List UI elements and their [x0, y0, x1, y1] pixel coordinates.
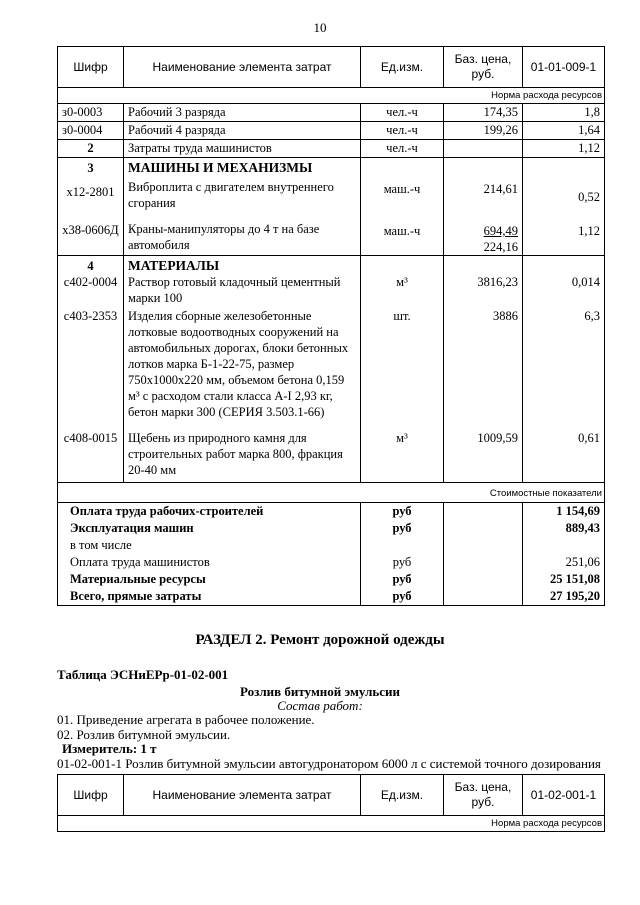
- material-name: Изделия сборные железобетонные лотковые водоотводных сооружений на автомобильных дорогах, блоки бетонных лотков марка Б-1-22-75, размер 750х1000х220 мм, объемом бетона 0,159 м³ с расходом стали класса А-I 2,93 кг, бетон марки 300 (СЕРИЯ 3.503.1-66): [128, 309, 349, 419]
- summary-label: в том числе: [58, 537, 361, 554]
- machine-name: Краны-манипуляторы до 4 т на базе автомобиля: [128, 222, 320, 252]
- summary-row: [58, 537, 605, 554]
- summary-label: Материальные ресурсы: [58, 571, 361, 588]
- table-row: [58, 104, 605, 122]
- section3-number: 3: [87, 161, 94, 175]
- section4-title: МАТЕРИАЛЫ: [128, 258, 220, 273]
- material-unit: шт.: [393, 309, 411, 323]
- row-price: [444, 140, 523, 158]
- row-name: Рабочий 3 разряда: [124, 104, 361, 122]
- header-norm-code: 01-02-001-1: [523, 775, 605, 816]
- section3-title: МАШИНЫ И МЕХАНИЗМЫ: [128, 160, 313, 175]
- row-norm: 1,64: [523, 122, 605, 140]
- summary-label: Оплата труда рабочих-строителей: [58, 503, 361, 521]
- summary-unit: руб: [361, 503, 444, 521]
- machine-price: 214,61: [483, 182, 518, 196]
- machine-price: 694,49: [483, 224, 518, 238]
- cost-label: Стоимостные показатели: [58, 483, 605, 503]
- machine-code: х38-0606Д: [62, 223, 119, 237]
- row-unit: чел.-ч: [361, 140, 444, 158]
- work-title: Розлив битумной эмульсии: [240, 684, 400, 699]
- section-materials: [58, 256, 605, 483]
- resource-table-1: [57, 46, 605, 606]
- table-row: [58, 140, 605, 158]
- header-price: Баз. цена, руб.: [444, 775, 523, 816]
- summary-label: Эксплуатация машин: [58, 520, 361, 537]
- material-code: с403-2353: [63, 309, 118, 323]
- header-code: Шифр: [58, 775, 124, 816]
- summary-row: [58, 503, 605, 521]
- material-price: 1009,59: [477, 431, 518, 445]
- table-header-row: [58, 47, 605, 88]
- section4-number: 4: [87, 259, 94, 273]
- norm-label: Норма расхода ресурсов: [58, 816, 605, 832]
- row-code: 2: [58, 140, 124, 158]
- work-step: 01. Приведение агрегата в рабочее положение.: [57, 712, 315, 727]
- material-price: 3816,23: [477, 275, 518, 289]
- resource-table-2: [57, 774, 605, 832]
- row-name: Рабочий 4 разряда: [124, 122, 361, 140]
- header-name: Наименование элемента затрат: [124, 775, 361, 816]
- summary-value: 889,43: [523, 520, 605, 537]
- row-norm: 1,12: [523, 140, 605, 158]
- row-code: з0-0004: [58, 122, 124, 140]
- material-name: Щебень из природного камня для строительных работ марка 800, фракция 20-40 мм: [128, 431, 343, 477]
- table-code: Таблица ЭСНиЕРр-01-02-001: [57, 667, 229, 682]
- row-norm: 1,8: [523, 104, 605, 122]
- summary-row: [58, 520, 605, 537]
- machine-norm: 0,52: [578, 190, 600, 204]
- page-number: 10: [313, 20, 327, 35]
- material-norm: 0,61: [578, 431, 600, 445]
- material-price: 3886: [493, 309, 518, 323]
- summary-value: 27 195,20: [523, 588, 605, 606]
- summary-unit: руб: [361, 554, 444, 571]
- summary-value: 251,06: [523, 554, 605, 571]
- machine-name: Виброплита с двигателем внутреннего сгорания: [128, 180, 334, 210]
- table-row: [58, 122, 605, 140]
- machine-code: х12-2801: [66, 185, 115, 199]
- material-norm: 0,014: [571, 275, 600, 289]
- summary-value: 1 154,69: [523, 503, 605, 521]
- material-unit: м³: [396, 431, 408, 445]
- norm-description: 01-02-001-1 Розлив битумной эмульсии автогудронатором 6000 л с системой точного дозирования: [57, 756, 601, 771]
- material-norm: 6,3: [584, 309, 600, 323]
- row-price: 199,26: [444, 122, 523, 140]
- row-code: з0-0003: [58, 104, 124, 122]
- summary-row: [58, 588, 605, 606]
- header-norm-code: 01-01-009-1: [523, 47, 605, 88]
- header-name: Наименование элемента затрат: [124, 47, 361, 88]
- header-code: Шифр: [58, 47, 124, 88]
- summary-label: Всего, прямые затраты: [58, 588, 361, 606]
- summary-unit: руб: [361, 588, 444, 606]
- section-machines: [58, 158, 605, 256]
- header-unit: Ед.изм.: [361, 775, 444, 816]
- machine-unit: маш.-ч: [383, 182, 421, 196]
- machine-unit: маш.-ч: [383, 224, 421, 238]
- row-unit: чел.-ч: [361, 104, 444, 122]
- work-step: 02. Розлив битумной эмульсии.: [57, 727, 231, 742]
- section-title: РАЗДЕЛ 2. Ремонт дорожной одежды: [195, 632, 445, 648]
- norm-label: Норма расхода ресурсов: [58, 88, 605, 104]
- summary-row: [58, 571, 605, 588]
- material-name: Раствор готовый кладочный цементный марки 100: [128, 275, 341, 305]
- row-price: 174,35: [444, 104, 523, 122]
- composition-label: Состав работ:: [277, 698, 363, 713]
- summary-unit: руб: [361, 520, 444, 537]
- summary-unit: руб: [361, 571, 444, 588]
- summary-row: [58, 554, 605, 571]
- table-header-row: [58, 775, 605, 816]
- summary-label: Оплата труда машинистов: [58, 554, 361, 571]
- material-unit: м³: [396, 275, 408, 289]
- material-code: с408-0015: [63, 431, 118, 445]
- row-name: Затраты труда машинистов: [124, 140, 361, 158]
- machine-norm: 1,12: [578, 224, 600, 238]
- meter: Измеритель: 1 т: [62, 741, 157, 756]
- machine-price-secondary: 224,16: [483, 240, 518, 254]
- row-unit: чел.-ч: [361, 122, 444, 140]
- material-code: с402-0004: [63, 275, 118, 289]
- header-unit: Ед.изм.: [361, 47, 444, 88]
- summary-value: 25 151,08: [523, 571, 605, 588]
- header-price: Баз. цена, руб.: [444, 47, 523, 88]
